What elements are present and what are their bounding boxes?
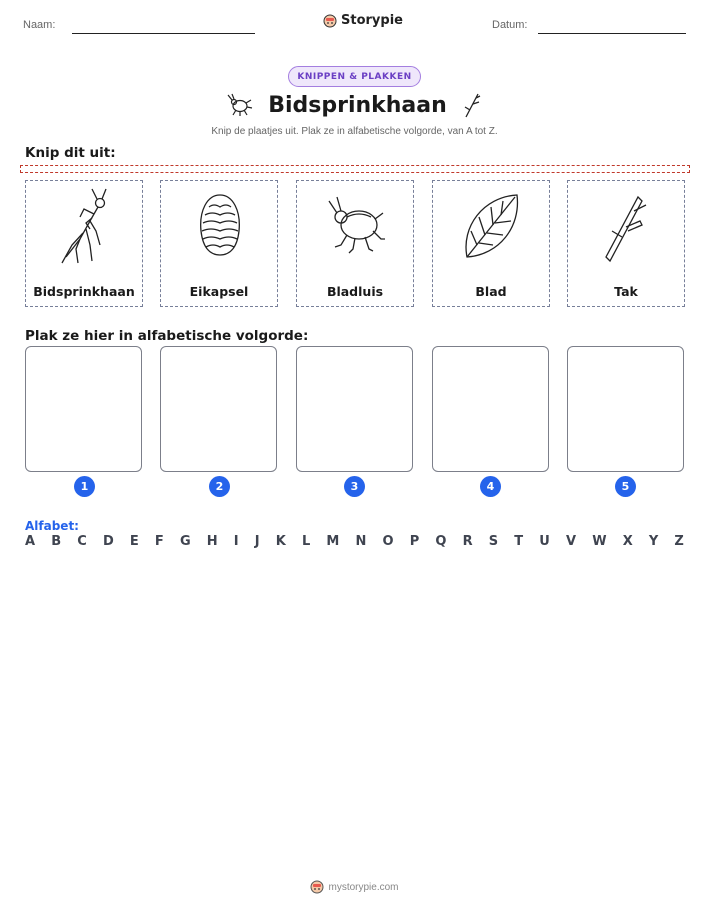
praying-mantis-icon — [50, 187, 120, 267]
instructions: Knip de plaatjes uit. Plak ze in alfabetische volgorde, van A tot Z. — [211, 126, 498, 137]
cut-card-label: Blad — [475, 284, 507, 299]
paste-box-3[interactable] — [296, 346, 413, 472]
paste-box-4[interactable] — [432, 346, 549, 472]
alphabet-letter: A — [25, 534, 36, 549]
cut-line — [20, 165, 690, 173]
alphabet-row — [25, 534, 684, 549]
leaf-icon — [457, 187, 527, 267]
paste-heading: Plak ze hier in alfabetische volgorde: — [25, 328, 309, 344]
cut-card-label: Bidsprinkhaan — [33, 284, 135, 299]
cut-card-twig[interactable] — [567, 180, 685, 307]
name-line[interactable] — [72, 33, 255, 34]
brand-logo — [323, 13, 403, 28]
alphabet-letter: V — [566, 534, 577, 549]
step-number: 4 — [480, 476, 501, 497]
twig-icon — [592, 187, 662, 267]
alphabet-letter: U — [539, 534, 550, 549]
cut-card-label: Eikapsel — [189, 284, 249, 299]
footer — [0, 880, 709, 894]
cut-card-leaf[interactable] — [432, 180, 550, 307]
cut-card-label: Bladluis — [326, 284, 384, 299]
alphabet-letter: E — [129, 534, 139, 549]
date-label: Datum: — [492, 19, 528, 31]
alphabet-letter: I — [233, 534, 239, 549]
cut-card-aphid[interactable] — [296, 180, 414, 307]
alphabet-letter: N — [355, 534, 367, 549]
page-title: Bidsprinkhaan — [268, 92, 447, 118]
alphabet-letter: S — [488, 534, 499, 549]
alphabet-letter: Y — [648, 534, 659, 549]
alphabet-letter: X — [622, 534, 633, 549]
activity-badge: KNIPPEN & PLAKKEN — [288, 66, 421, 87]
step-number: 5 — [615, 476, 636, 497]
step-number: 3 — [344, 476, 365, 497]
alphabet-label: Alfabet: — [25, 519, 79, 533]
alphabet-letter: R — [462, 534, 473, 549]
cut-card-egg-case[interactable] — [160, 180, 278, 307]
name-label: Naam: — [23, 19, 56, 31]
brand-name: Storypie — [341, 13, 403, 28]
cut-heading: Knip dit uit: — [25, 145, 116, 161]
step-number: 1 — [74, 476, 95, 497]
footer-url[interactable]: mystorypie.com — [328, 881, 399, 893]
storypie-mascot-icon — [323, 14, 337, 28]
alphabet-letter: L — [301, 534, 311, 549]
paste-box-2[interactable] — [160, 346, 277, 472]
alphabet-letter: J — [254, 534, 260, 549]
alphabet-letter: O — [382, 534, 394, 549]
egg-case-icon — [185, 187, 255, 267]
alphabet-letter: W — [592, 534, 607, 549]
twig-icon — [461, 91, 483, 119]
alphabet-letter: Z — [674, 534, 684, 549]
date-line[interactable] — [538, 33, 686, 34]
alphabet-letter: Q — [435, 534, 447, 549]
alphabet-letter: C — [77, 534, 87, 549]
aphid-icon — [226, 92, 254, 118]
alphabet-letter: M — [326, 534, 340, 549]
alphabet-letter: F — [154, 534, 164, 549]
alphabet-letter: B — [51, 534, 62, 549]
alphabet-letter: G — [179, 534, 191, 549]
storypie-mascot-icon — [310, 880, 324, 894]
alphabet-letter: H — [206, 534, 218, 549]
step-number: 2 — [209, 476, 230, 497]
paste-box-1[interactable] — [25, 346, 142, 472]
alphabet-letter: P — [409, 534, 420, 549]
alphabet-letter: K — [275, 534, 286, 549]
alphabet-letter: T — [514, 534, 524, 549]
paste-box-5[interactable] — [567, 346, 684, 472]
cut-card-label: Tak — [614, 284, 638, 299]
cut-card-mantis[interactable] — [25, 180, 143, 307]
alphabet-letter: D — [102, 534, 114, 549]
aphid-icon — [321, 187, 391, 267]
title-row — [0, 91, 709, 119]
